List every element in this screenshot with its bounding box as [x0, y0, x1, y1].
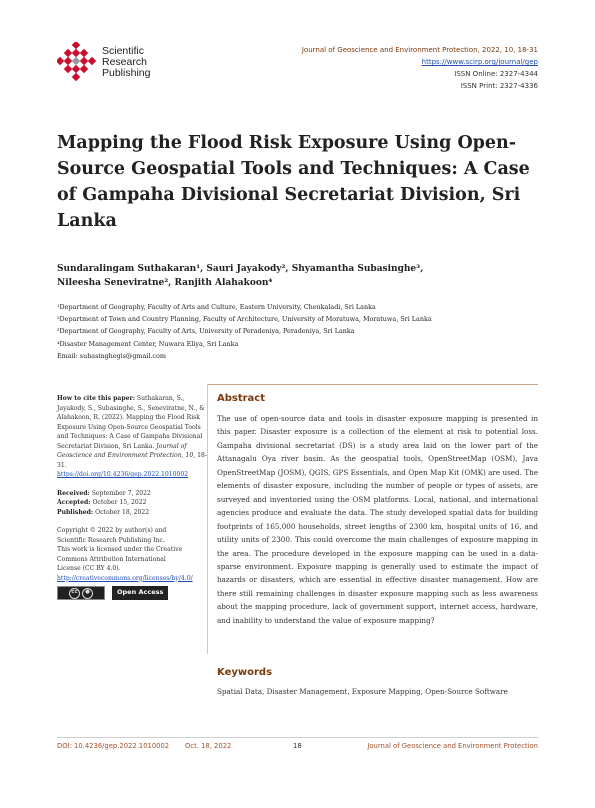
scirp-logo-icon — [57, 42, 99, 82]
affiliations — [57, 301, 547, 362]
license-line: This work is licensed under the Creative — [57, 546, 183, 553]
how-to-cite-label: How to cite this paper: — [57, 395, 135, 402]
abstract-top-rule — [207, 384, 538, 385]
affiliation-item: ¹Department of Geography, Faculty of Arts and Culture, Eastern University, Chenkaladi, Sri Lanka — [57, 303, 376, 311]
abstract-heading: Abstract — [217, 393, 266, 404]
publisher-name — [102, 46, 150, 79]
publisher-logo — [57, 42, 157, 82]
journal-citation: Journal of Geoscience and Environment Protection, 2022, 10, 18-31 — [301, 46, 538, 54]
accepted-value: October 15, 2022 — [92, 499, 147, 506]
how-to-cite — [57, 394, 207, 480]
citation-text: Suthakaran, S., Jayakody, S., Subasinghe, S., Seneviratne, N., & Alahakoon, R. (2022). Mapping the Flood Risk Exposure Using Open-Source Geospatial Tools and Techniques: A Case of Gampaha Divisional Secretariat Division, Sri Lanka. — [57, 395, 205, 450]
license-line: License (CC BY 4.0). — [57, 565, 121, 572]
journal-info — [302, 44, 538, 92]
open-access-badge: Open Access — [112, 586, 168, 600]
received-value: September 7, 2022 — [91, 489, 151, 497]
page-number: 18 — [293, 742, 302, 750]
journal-url-link[interactable]: https://www.scirp.org/journal/gep — [421, 58, 538, 66]
footer-journal: Journal of Geoscience and Environment Protection — [367, 742, 538, 750]
publisher-name-line: Publishing — [102, 67, 151, 79]
license-badges — [57, 586, 207, 600]
cc-by-badge[interactable] — [57, 586, 105, 600]
doi-link[interactable]: https://doi.org/10.4236/gep.2022.1010002 — [57, 471, 189, 478]
published-date — [57, 508, 207, 518]
abstract-text: The use of open-source data and tools in disaster exposure mapping is presented in this paper. Disaster exposure is a collection of the element at risk to potential loss. Gampaha divisional secretariat (DS) is a study area laid on the lower part of the Attanagalu Oya river basin. As the geospatial tools, OpenStreetMap (OSM), Java OpenStreetMap (JOSM), QGIS, GPS Essentials, and Open Map Kit (OMK) are used. The elements of disaster exposure, including the number of people or types of assets, are surveyed and inventoried using the OSM platforms. Local, national, and international agencies produce and evaluate the data. The study developed spatial data for building footprints of 165,000 households, street lengths of 2300 km, hospital units of 16, and utility units of 2300. This could overcome the main challenges of exposure mapping in the area. The procedure developed in the exposure mapping can be used in a data-sparse environment. Exposure mapping is generally used to estimate the impact of hazards or disasters, which are essential in effective disaster management. How are there still remaining challenges in disaster exposure mapping such as less awareness about the mapping procedure, lack of government support, internet access, hardware, and inability to understand the value of exposure mapping? — [217, 414, 538, 625]
publisher-name-line: Scientific — [102, 45, 145, 57]
attribution-person-icon: ● — [82, 588, 93, 599]
affiliation-item: ³Department of Geography, Faculty of Arts, University of Peradeniya, Peradeniya, Sri Lanka — [57, 327, 355, 336]
column-divider — [207, 384, 208, 654]
affiliation-item: ⁴Disaster Management Center, Nuwara Eliya, Sri Lanka — [57, 339, 239, 348]
footer-date: Oct. 18, 2022 — [185, 742, 232, 750]
issn-print: ISSN Print: 2327-4336 — [460, 82, 538, 90]
author-list — [57, 262, 547, 290]
publisher-name-line: Research — [102, 56, 147, 68]
keywords-heading: Keywords — [217, 667, 273, 678]
published-label: Published: — [57, 508, 94, 516]
published-value: October 18, 2022 — [95, 508, 150, 516]
cc-icon: cc — [69, 588, 80, 599]
citation-journal: Journal of Geoscience and Environment Protection, 10, — [57, 442, 196, 459]
contact-email: Email: subasinghegis@gmail.com — [57, 351, 166, 360]
issn-online: ISSN Online: 2327-4344 — [454, 70, 538, 78]
authors-line: Nileesha Seneviratne², Ranjith Alahakoon⁴ — [57, 278, 273, 288]
accepted-label: Accepted: — [57, 499, 91, 506]
keywords-text: Spatial Data, Disaster Management, Exposure Mapping, Open-Source Software — [217, 687, 508, 696]
received-label: Received: — [57, 489, 90, 497]
license-url-link[interactable]: http://creativecommons.org/licenses/by/4.0/ — [57, 574, 193, 582]
citation-pages: 18-31. — [57, 452, 207, 469]
received-date — [57, 489, 207, 499]
authors-line: Sundaralingam Suthakaran¹, Sauri Jayakody², Shyamantha Subasinghe³, — [57, 264, 424, 274]
copyright-line: Copyright © 2022 by author(s) and — [57, 527, 167, 534]
license-line: Commons Attribution International — [57, 555, 166, 563]
affiliation-item: ²Department of Town and Country Planning, Faculty of Architecture, University of Moratuwa, Moratuwa, Sri Lanka — [57, 315, 432, 324]
footer-doi: DOI: 10.4236/gep.2022.1010002 — [57, 742, 170, 750]
accepted-date — [57, 498, 207, 508]
footer-rule — [57, 737, 538, 738]
paper-title: Mapping the Flood Risk Exposure Using Open-Source Geospatial Tools and Techniques: A Case of Gampaha Divisional Secretariat Division, Sri Lanka — [57, 133, 530, 231]
article-sidebar — [57, 394, 207, 600]
copyright-line: Scientific Research Publishing Inc. — [57, 536, 165, 544]
